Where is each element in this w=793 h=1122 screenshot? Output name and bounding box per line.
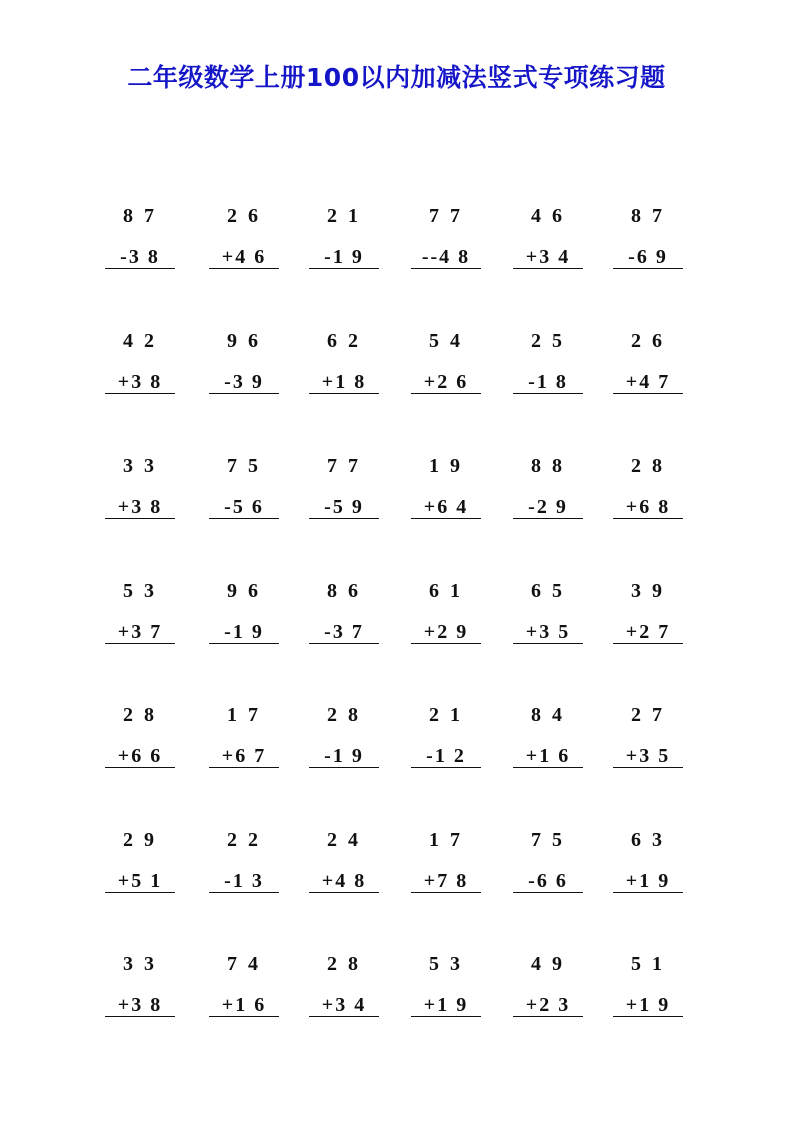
problem-top-number: 8 7 xyxy=(631,205,665,227)
problem-item xyxy=(309,953,379,1043)
problem-item xyxy=(613,704,683,794)
problem-operand-line: +6 7 xyxy=(209,745,279,768)
problem-top-number: 8 4 xyxy=(531,704,565,726)
problem-item xyxy=(209,205,279,295)
problem-top-number: 6 3 xyxy=(631,829,665,851)
problem-top-number: 3 9 xyxy=(631,580,665,602)
problem-operand-line: -1 3 xyxy=(209,870,279,893)
problem-operand-line: +5 1 xyxy=(105,870,175,893)
problem-item xyxy=(209,953,279,1043)
problem-operand-line: +1 9 xyxy=(411,994,481,1017)
problem-top-number: 4 9 xyxy=(531,953,565,975)
problem-item xyxy=(309,455,379,545)
problem-top-number: 7 5 xyxy=(531,829,565,851)
problem-operand-line: +6 4 xyxy=(411,496,481,519)
problem-item xyxy=(309,829,379,919)
problem-operand-line: --4 8 xyxy=(411,246,481,269)
problem-operand-line: +4 8 xyxy=(309,870,379,893)
problem-top-number: 2 5 xyxy=(531,330,565,352)
problem-operand-line: +1 9 xyxy=(613,994,683,1017)
problem-item xyxy=(513,205,583,295)
problem-item xyxy=(513,455,583,545)
problem-top-number: 3 3 xyxy=(123,455,157,477)
problem-top-number: 6 5 xyxy=(531,580,565,602)
problem-operand-line: +3 8 xyxy=(105,371,175,394)
problem-operand-line: -3 9 xyxy=(209,371,279,394)
problem-top-number: 1 7 xyxy=(429,829,463,851)
problem-item xyxy=(513,580,583,670)
problem-operand-line: +2 3 xyxy=(513,994,583,1017)
problem-item xyxy=(613,330,683,420)
problem-item xyxy=(613,205,683,295)
problem-top-number: 6 2 xyxy=(327,330,361,352)
problem-top-number: 2 1 xyxy=(327,205,361,227)
problem-operand-line: -6 6 xyxy=(513,870,583,893)
problem-operand-line: +6 8 xyxy=(613,496,683,519)
problem-item xyxy=(513,330,583,420)
problem-top-number: 2 9 xyxy=(123,829,157,851)
problem-operand-line: +4 6 xyxy=(209,246,279,269)
problem-operand-line: -1 9 xyxy=(309,246,379,269)
problem-operand-line: +2 6 xyxy=(411,371,481,394)
problem-top-number: 5 4 xyxy=(429,330,463,352)
problem-top-number: 2 4 xyxy=(327,829,361,851)
problem-top-number: 2 8 xyxy=(123,704,157,726)
problem-top-number: 2 8 xyxy=(631,455,665,477)
problem-item xyxy=(105,580,175,670)
problem-item xyxy=(309,704,379,794)
problem-operand-line: -5 9 xyxy=(309,496,379,519)
problem-item xyxy=(209,330,279,420)
page-title: 二年级数学上册100以内加减法竖式专项练习题 xyxy=(127,63,666,92)
problem-item xyxy=(411,455,481,545)
problem-operand-line: -2 9 xyxy=(513,496,583,519)
problem-top-number: 8 7 xyxy=(123,205,157,227)
problem-operand-line: +1 9 xyxy=(613,870,683,893)
problem-operand-line: +4 7 xyxy=(613,371,683,394)
problem-item xyxy=(613,953,683,1043)
problem-top-number: 2 7 xyxy=(631,704,665,726)
problem-item xyxy=(209,455,279,545)
problem-operand-line: -1 9 xyxy=(209,621,279,644)
problem-top-number: 4 6 xyxy=(531,205,565,227)
problem-operand-line: -1 2 xyxy=(411,745,481,768)
problem-top-number: 9 6 xyxy=(227,330,261,352)
problem-item xyxy=(105,829,175,919)
problem-top-number: 1 9 xyxy=(429,455,463,477)
problem-operand-line: +1 6 xyxy=(513,745,583,768)
problem-item xyxy=(209,580,279,670)
problem-top-number: 7 4 xyxy=(227,953,261,975)
problem-operand-line: -3 8 xyxy=(105,246,175,269)
problem-item xyxy=(309,205,379,295)
problem-operand-line: -5 6 xyxy=(209,496,279,519)
problem-top-number: 3 3 xyxy=(123,953,157,975)
problem-operand-line: +3 5 xyxy=(513,621,583,644)
problem-top-number: 2 2 xyxy=(227,829,261,851)
problem-operand-line: +6 6 xyxy=(105,745,175,768)
problem-operand-line: +3 4 xyxy=(513,246,583,269)
problem-item xyxy=(411,953,481,1043)
problem-item xyxy=(105,205,175,295)
problem-top-number: 2 6 xyxy=(631,330,665,352)
problem-top-number: 5 1 xyxy=(631,953,665,975)
problem-item xyxy=(513,829,583,919)
problem-top-number: 5 3 xyxy=(123,580,157,602)
problem-item xyxy=(613,829,683,919)
problem-top-number: 7 7 xyxy=(327,455,361,477)
problem-top-number: 5 3 xyxy=(429,953,463,975)
problem-top-number: 6 1 xyxy=(429,580,463,602)
problem-operand-line: +7 8 xyxy=(411,870,481,893)
problem-item xyxy=(209,704,279,794)
problem-operand-line: +2 9 xyxy=(411,621,481,644)
problem-top-number: 2 8 xyxy=(327,704,361,726)
problem-item xyxy=(209,829,279,919)
problem-item xyxy=(513,704,583,794)
problem-top-number: 2 6 xyxy=(227,205,261,227)
problem-operand-line: +3 7 xyxy=(105,621,175,644)
problem-item xyxy=(411,330,481,420)
problem-top-number: 7 7 xyxy=(429,205,463,227)
problem-operand-line: -1 9 xyxy=(309,745,379,768)
problem-operand-line: +2 7 xyxy=(613,621,683,644)
problem-item xyxy=(105,953,175,1043)
problem-item xyxy=(411,205,481,295)
problem-item xyxy=(411,829,481,919)
problem-item xyxy=(309,330,379,420)
problem-top-number: 7 5 xyxy=(227,455,261,477)
problem-top-number: 8 6 xyxy=(327,580,361,602)
problem-operand-line: -1 8 xyxy=(513,371,583,394)
problem-item xyxy=(613,455,683,545)
problem-item xyxy=(513,953,583,1043)
problem-top-number: 9 6 xyxy=(227,580,261,602)
problem-item xyxy=(309,580,379,670)
problem-operand-line: +1 8 xyxy=(309,371,379,394)
problem-item xyxy=(613,580,683,670)
problem-item xyxy=(411,704,481,794)
problem-operand-line: +3 8 xyxy=(105,994,175,1017)
problem-item xyxy=(105,704,175,794)
problem-top-number: 4 2 xyxy=(123,330,157,352)
problem-top-number: 8 8 xyxy=(531,455,565,477)
problem-operand-line: +1 6 xyxy=(209,994,279,1017)
problem-item xyxy=(105,455,175,545)
problem-operand-line: +3 4 xyxy=(309,994,379,1017)
problem-top-number: 2 1 xyxy=(429,704,463,726)
problem-operand-line: +3 8 xyxy=(105,496,175,519)
problem-top-number: 2 8 xyxy=(327,953,361,975)
problem-operand-line: +3 5 xyxy=(613,745,683,768)
problem-item xyxy=(411,580,481,670)
problem-top-number: 1 7 xyxy=(227,704,261,726)
problem-item xyxy=(105,330,175,420)
problem-operand-line: -3 7 xyxy=(309,621,379,644)
problem-operand-line: -6 9 xyxy=(613,246,683,269)
